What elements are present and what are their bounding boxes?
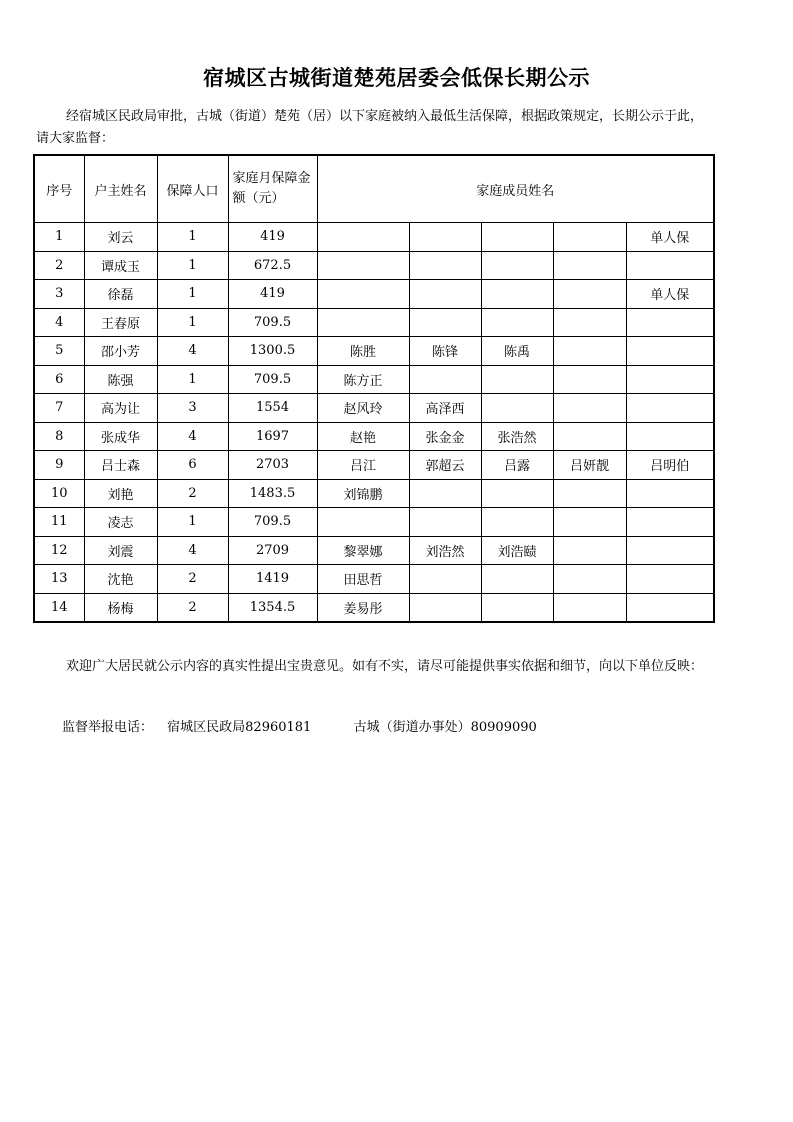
- cell-people: 1: [157, 280, 228, 309]
- cell-seq: 8: [34, 422, 84, 451]
- cell-m5: 单人保: [626, 223, 714, 252]
- cell-m4: [553, 508, 626, 537]
- header-members: 家庭成员姓名: [317, 155, 714, 223]
- cell-name: 刘艳: [84, 479, 157, 508]
- page-title: 宿城区古城街道楚苑居委会低保长期公示: [203, 65, 590, 90]
- cell-name: 张成华: [84, 422, 157, 451]
- cell-m3: [481, 479, 553, 508]
- header-seq: 序号: [34, 155, 84, 223]
- cell-name: 杨梅: [84, 593, 157, 622]
- cell-amount: 709.5: [228, 508, 317, 537]
- cell-name: 刘云: [84, 223, 157, 252]
- cell-seq: 7: [34, 394, 84, 423]
- cell-seq: 6: [34, 365, 84, 394]
- cell-seq: 2: [34, 251, 84, 280]
- cell-m2: 刘浩然: [409, 536, 481, 565]
- header-amount: 家庭月保障金额（元）: [228, 155, 317, 223]
- cell-name: 陈强: [84, 365, 157, 394]
- cell-m1: 赵风玲: [317, 394, 409, 423]
- cell-seq: 3: [34, 280, 84, 309]
- cell-m5: [626, 536, 714, 565]
- cell-m3: [481, 280, 553, 309]
- cell-m5: [626, 308, 714, 337]
- cell-m1: [317, 508, 409, 537]
- intro-paragraph: 经宿城区民政局审批，古城（街道）楚苑（居）以下家庭被纳入最低生活保障，根据政策规定，长期公示于此，请大家监督：: [36, 109, 704, 146]
- cell-people: 2: [157, 565, 228, 594]
- cell-amount: 2703: [228, 451, 317, 480]
- cell-people: 4: [157, 337, 228, 366]
- cell-name: 邵小芳: [84, 337, 157, 366]
- cell-people: 2: [157, 479, 228, 508]
- cell-m4: [553, 308, 626, 337]
- cell-people: 4: [157, 422, 228, 451]
- cell-m4: [553, 565, 626, 594]
- cell-people: 3: [157, 394, 228, 423]
- cell-m4: [553, 536, 626, 565]
- cell-amount: 1354.5: [228, 593, 317, 622]
- hotline-line: [62, 716, 537, 735]
- table-row: [34, 223, 714, 252]
- cell-name: 王春原: [84, 308, 157, 337]
- cell-m5: [626, 565, 714, 594]
- cell-m5: [626, 593, 714, 622]
- cell-amount: 419: [228, 223, 317, 252]
- cell-m2: [409, 251, 481, 280]
- cell-m4: [553, 337, 626, 366]
- cell-m5: 吕明伯: [626, 451, 714, 480]
- cell-m2: [409, 223, 481, 252]
- cell-m3: 陈禹: [481, 337, 553, 366]
- cell-seq: 13: [34, 565, 84, 594]
- cell-amount: 672.5: [228, 251, 317, 280]
- cell-seq: 5: [34, 337, 84, 366]
- cell-m4: 吕妍靓: [553, 451, 626, 480]
- cell-amount: 1300.5: [228, 337, 317, 366]
- cell-m1: [317, 280, 409, 309]
- cell-m2: 高泽西: [409, 394, 481, 423]
- cell-seq: 10: [34, 479, 84, 508]
- hotline-street-office: 古城（街道办事处）80909090: [353, 720, 537, 735]
- cell-people: 1: [157, 365, 228, 394]
- cell-m2: 郭超云: [409, 451, 481, 480]
- table-row: [34, 280, 714, 309]
- cell-amount: 1697: [228, 422, 317, 451]
- table-row: [34, 337, 714, 366]
- cell-people: 2: [157, 593, 228, 622]
- hotline-civil-affairs: 宿城区民政局82960181: [167, 720, 312, 735]
- cell-people: 1: [157, 308, 228, 337]
- subsidy-table: [33, 154, 715, 623]
- cell-amount: 419: [228, 280, 317, 309]
- cell-people: 6: [157, 451, 228, 480]
- cell-m2: [409, 365, 481, 394]
- table-row: [34, 508, 714, 537]
- cell-m2: [409, 308, 481, 337]
- cell-m4: [553, 394, 626, 423]
- cell-m1: [317, 251, 409, 280]
- cell-m1: 陈方正: [317, 365, 409, 394]
- cell-m2: [409, 479, 481, 508]
- cell-m2: [409, 565, 481, 594]
- cell-m1: [317, 223, 409, 252]
- cell-name: 吕士森: [84, 451, 157, 480]
- cell-m5: 单人保: [626, 280, 714, 309]
- cell-m4: [553, 422, 626, 451]
- cell-name: 谭成玉: [84, 251, 157, 280]
- cell-people: 1: [157, 223, 228, 252]
- cell-amount: 1419: [228, 565, 317, 594]
- cell-m3: 刘浩赜: [481, 536, 553, 565]
- cell-m3: [481, 394, 553, 423]
- header-people: 保障人口: [157, 155, 228, 223]
- feedback-paragraph: 欢迎广大居民就公示内容的真实性提出宝贵意见。如有不实，请尽可能提供事实依据和细节，向以下单位反映：: [66, 659, 704, 674]
- cell-m3: [481, 308, 553, 337]
- cell-m1: [317, 308, 409, 337]
- cell-m2: 张金金: [409, 422, 481, 451]
- cell-m3: [481, 508, 553, 537]
- cell-m4: [553, 280, 626, 309]
- cell-amount: 1483.5: [228, 479, 317, 508]
- cell-m5: [626, 479, 714, 508]
- cell-m5: [626, 422, 714, 451]
- cell-amount: 709.5: [228, 308, 317, 337]
- cell-seq: 11: [34, 508, 84, 537]
- table-row: [34, 365, 714, 394]
- cell-m1: 刘锦鹏: [317, 479, 409, 508]
- table-row: [34, 536, 714, 565]
- header-head-name: 户主姓名: [84, 155, 157, 223]
- cell-amount: 1554: [228, 394, 317, 423]
- cell-m5: [626, 365, 714, 394]
- hotline-label: 监督举报电话：: [62, 720, 154, 735]
- cell-m4: [553, 251, 626, 280]
- cell-name: 高为让: [84, 394, 157, 423]
- cell-m3: [481, 593, 553, 622]
- table-row: [34, 593, 714, 622]
- cell-seq: 12: [34, 536, 84, 565]
- cell-m2: 陈锋: [409, 337, 481, 366]
- cell-m5: [626, 394, 714, 423]
- cell-m3: 张浩然: [481, 422, 553, 451]
- table-row: [34, 308, 714, 337]
- table-row: [34, 451, 714, 480]
- cell-amount: 709.5: [228, 365, 317, 394]
- table-header-row: [34, 155, 714, 223]
- cell-m3: [481, 565, 553, 594]
- cell-people: 4: [157, 536, 228, 565]
- cell-seq: 4: [34, 308, 84, 337]
- cell-m1: 陈胜: [317, 337, 409, 366]
- table-row: [34, 394, 714, 423]
- cell-name: 凌志: [84, 508, 157, 537]
- cell-m2: [409, 280, 481, 309]
- cell-m3: [481, 251, 553, 280]
- cell-m1: 黎翠娜: [317, 536, 409, 565]
- cell-m4: [553, 593, 626, 622]
- cell-seq: 9: [34, 451, 84, 480]
- cell-name: 徐磊: [84, 280, 157, 309]
- cell-m4: [553, 223, 626, 252]
- cell-m4: [553, 479, 626, 508]
- cell-m4: [553, 365, 626, 394]
- table-row: [34, 422, 714, 451]
- cell-m3: [481, 223, 553, 252]
- cell-m1: 吕江: [317, 451, 409, 480]
- cell-people: 1: [157, 251, 228, 280]
- cell-seq: 14: [34, 593, 84, 622]
- table-row: [34, 479, 714, 508]
- table-row: [34, 565, 714, 594]
- cell-name: 刘震: [84, 536, 157, 565]
- cell-m2: [409, 593, 481, 622]
- cell-m3: [481, 365, 553, 394]
- cell-m3: 吕露: [481, 451, 553, 480]
- cell-m1: 田思哲: [317, 565, 409, 594]
- cell-seq: 1: [34, 223, 84, 252]
- cell-amount: 2709: [228, 536, 317, 565]
- cell-m5: [626, 508, 714, 537]
- cell-m2: [409, 508, 481, 537]
- cell-m5: [626, 337, 714, 366]
- table-row: [34, 251, 714, 280]
- cell-people: 1: [157, 508, 228, 537]
- cell-m1: 姜易彤: [317, 593, 409, 622]
- cell-m5: [626, 251, 714, 280]
- cell-m1: 赵艳: [317, 422, 409, 451]
- cell-name: 沈艳: [84, 565, 157, 594]
